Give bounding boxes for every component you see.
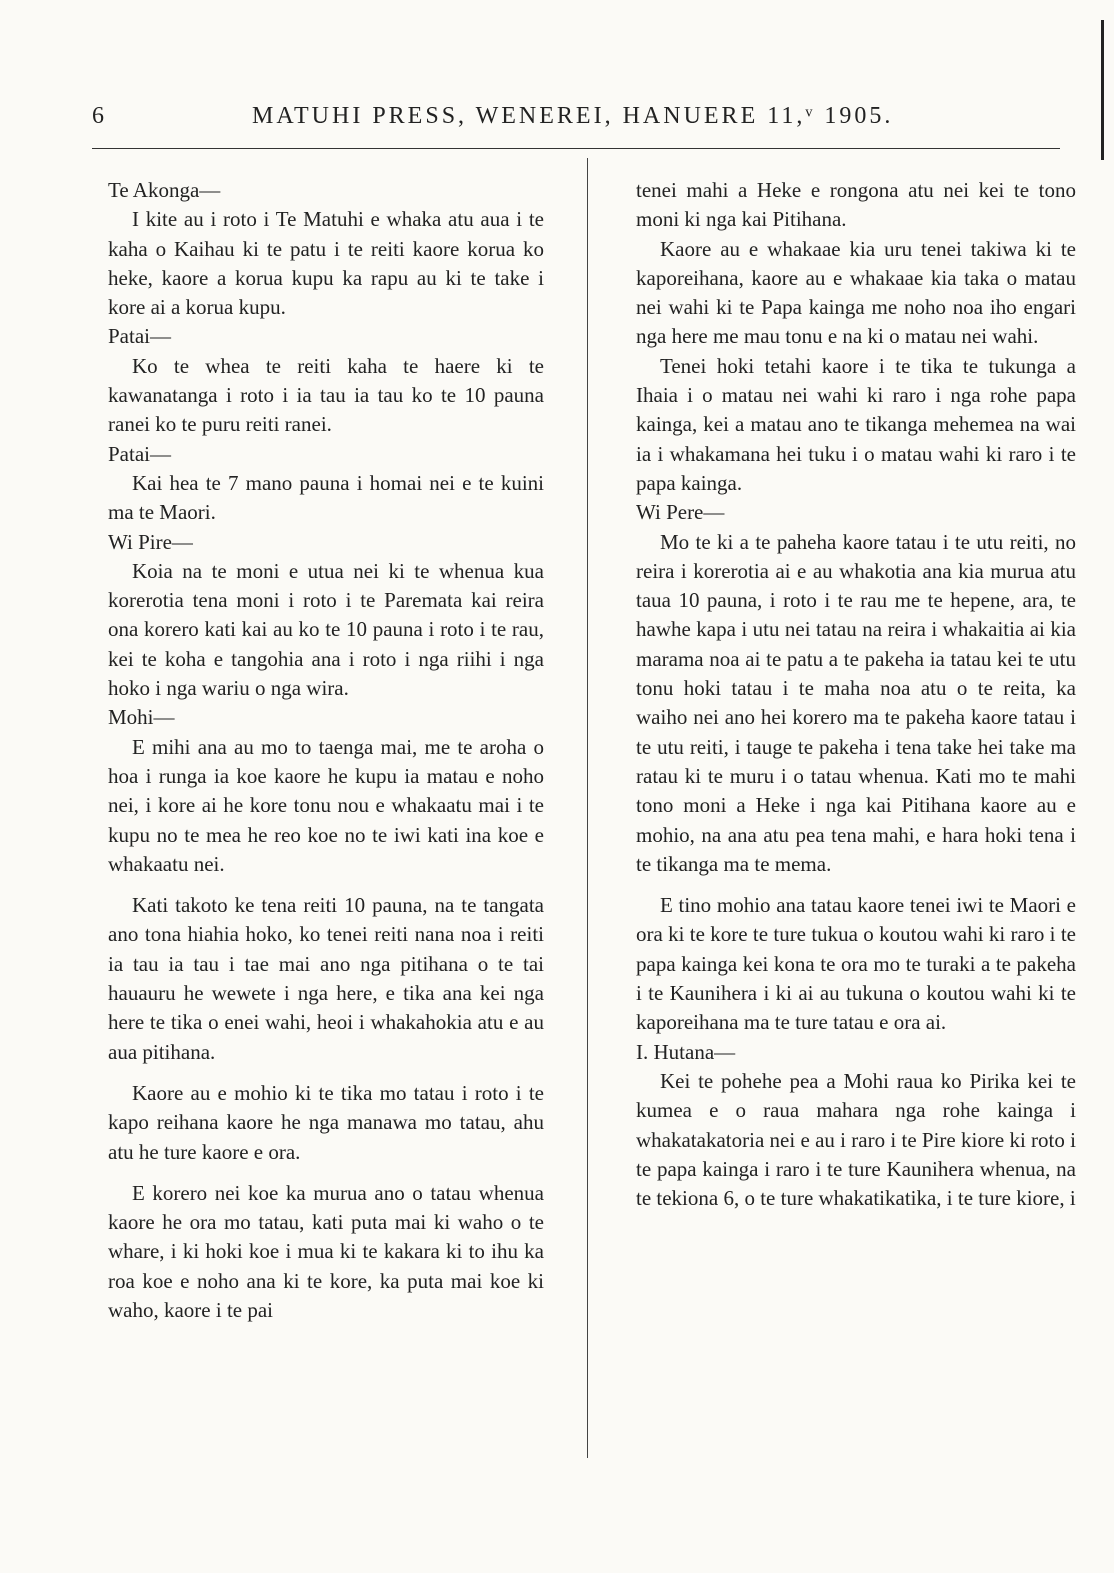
paragraph: Ko te whea te reiti kaha te haere ki te kawanatanga i roto i ia tau ia tau ko te 10 pauna ranei ko te puru reiti ranei. (108, 353, 544, 437)
header-rule (92, 148, 1060, 149)
paragraph: Kai hea te 7 mano pauna i homai nei e te kuini ma te Maori. (108, 470, 544, 525)
paragraph: Mo te ki a te paheha kaore tatau i te utu reiti, no reira i korerotia ai e au whakotia ana kia murua atu taua 10 pauna, i roto i te rau me te hepene, ara, te hawhe kapa i utu nei tatau na reira i whakaitia ai kia marama noa ai te patu a te pakeha ia tatau kei te utu tonu hoki tatau i te maha noa atu o te reita, ka waiho nei ano hei korero ma te pakeha kaore tatau i te utu reiti, i tauge te pakeha i tena take hei take ma ratau ki te muru i o tatau whenua. Kati mo te mahi tono moni a Heke i nga kai Pitihana kaore au e mohio, na ana atu pea tena mahi, e hara hoki tena i te tikanga ma te mema. (636, 529, 1076, 876)
page-number: 6 (92, 103, 106, 129)
paragraph: E korero nei koe ka murua ano o tatau whenua kaore he ora mo tatau, kati puta mai ki waho o te whare, i ki hoki koe i mua ki te kakara ki to ihu ka roa koe e noho ana ki te kore, ka puta mai koe ki waho, kaore i te pai (108, 1180, 544, 1322)
page-edge-mark (1101, 20, 1104, 160)
speaker-patai: Patai— (108, 324, 171, 349)
paragraph: Kati takoto ke tena reiti 10 pauna, na te tangata ano tona hiahia hoko, ko tenei reiti nana noa i reiti ia tau ia tau i tae mai ano nga pitihana o te tai hauauru he wewete i nga here, e tika ana kei nga here te tika o enei wahi, heoi i whakahokia atu e au aua pitihana. (108, 893, 544, 1064)
right-column (636, 176, 1076, 1213)
column-divider (587, 158, 588, 1458)
speaker-patai: Patai— (108, 441, 171, 466)
speaker-te-akonga: Te Akonga— (108, 178, 221, 202)
paragraph: Kei te pohehe pea a Mohi raua ko Pirika kei te kumea e o raua mahara nga rohe kainga i whakatakatoria nei e au i raro i te Pire kiore ki roto i te papa kainga i raro i te ture Kaunihera whenua, na te tekiona 6, o te ture whakatikatika, i te ture kiore, i (636, 1068, 1076, 1211)
speaker-mohi: Mohi— (108, 705, 175, 730)
left-column (108, 176, 544, 1325)
speaker-hutana: I. Hutana— (636, 1039, 736, 1064)
paragraph: Kaore au e mohio ki te tika mo tatau i roto i te kapo reihana kaore he nga manawa mo tatau, ahu atu he ture kaore e ora. (108, 1080, 544, 1164)
speaker-wi-pire: Wi Pire— (108, 529, 193, 554)
paragraph: E mihi ana au mo to taenga mai, me te aroha o hoa i runga ia koe kaore he kupu ia matau e noho nei, i kore ai he kore tonu nou e whakaatu mai i te kupu no te mea he reo koe no te iwi kati ina koe e whakaatu nei. (108, 734, 544, 876)
paragraph: Koia na te moni e utua nei ki te whenua kua korerotia tena moni i roto i te Paremata kai reira ona korero kati kai au ko te 10 pauna i roto i te rau, kei te koha e tangohia ana i roto i nga riihi i nga hoko i nga wariu o nga wira. (108, 558, 544, 701)
paragraph: E tino mohio ana tatau kaore tenei iwi te Maori e ora ki te kore te ture tukua o koutou wahi ki raro i te papa kainga kei kona te ora mo te turaki a te pakeha i te Kaunihera i ki ai au tukuna o koutou wahi ki te kaporeihana ma te ture tatau e ora ai. (636, 893, 1076, 1035)
speaker-wi-pere: Wi Pere— (636, 500, 725, 525)
paragraph: I kite au i roto i Te Matuhi e whaka atu aua i te kaha o Kaihau ki te patu i te reiti kaore korua ko heke, kaore a korua kupu ka rapu au ki te take i kore ai a korua kupu. (108, 207, 544, 320)
page-header (92, 103, 1052, 139)
newspaper-title: MATUHI PRESS, WENEREI, HANUERE 11,ᵛ 1905. (252, 103, 894, 129)
paragraph: Kaore au e whakaae kia uru tenei takiwa ki te kaporeihana, kaore au e whakaae kia taka o matau nei wahi ki te Papa kainga me noho noa iho engari nga here me mau tonu e na ki o matau nei wahi. (636, 236, 1076, 349)
paragraph: Tenei hoki tetahi kaore i te tika te tukunga a Ihaia i o matau nei wahi ki raro i nga rohe papa kainga, kei a matau ano te tikanga mehemea na wai ia i whakamana hei tuku i o matau wahi ki raro i te papa kainga. (636, 353, 1076, 495)
paragraph-continued: tenei mahi a Heke e rongona atu nei kei te tono moni ki nga kai Pitihana. (636, 178, 1076, 232)
